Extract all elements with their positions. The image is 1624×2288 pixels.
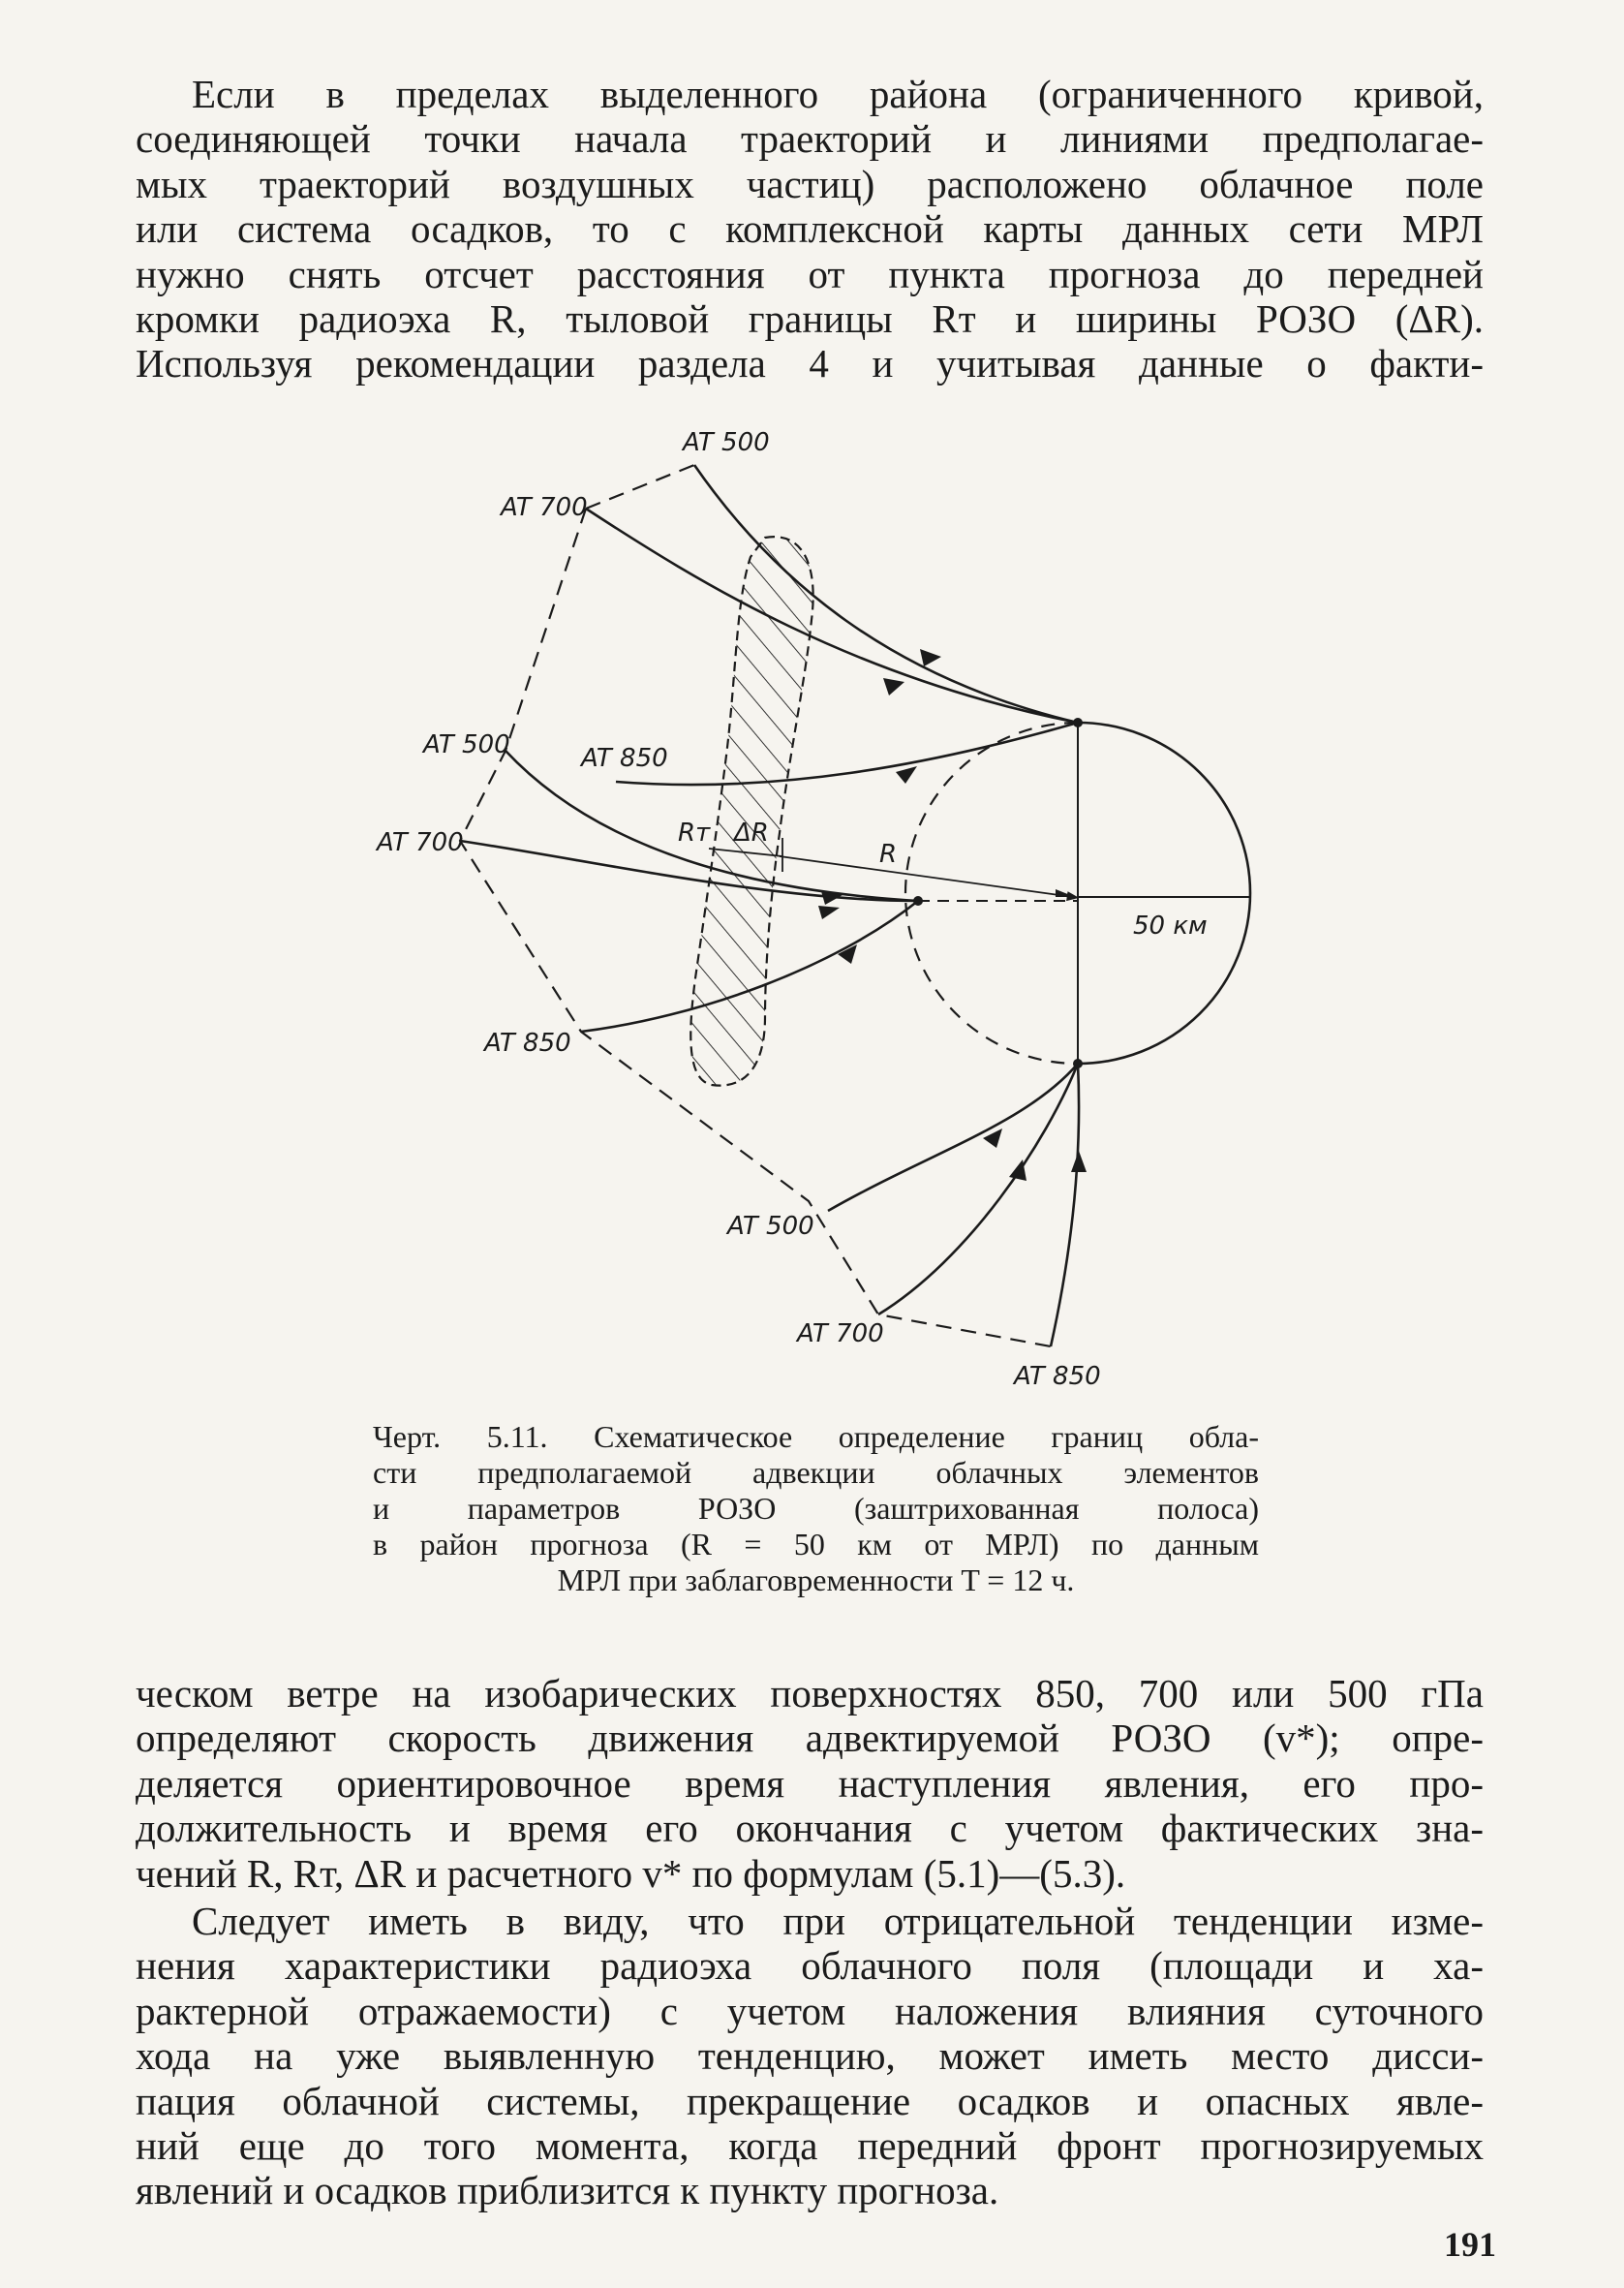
- paragraph-middle: [136, 1671, 1484, 1896]
- label-at700-bottom: AT 700: [797, 1319, 884, 1348]
- text-line: ческом ветре на изобарических поверхностях 850, 700 или 500 гПа: [136, 1671, 1484, 1716]
- label-at850-mid: AT 850: [581, 744, 668, 773]
- label-at700-top: AT 700: [501, 493, 588, 522]
- text-line: нения характеристики радиоэха облачного поля (площади и ха-: [136, 1943, 1484, 1989]
- label-at500-top: AT 500: [683, 428, 770, 457]
- forecast-circle-dashed: [905, 723, 1078, 1064]
- text-line: ний еще до того момента, когда передний фронт прогнозируемых: [136, 2123, 1484, 2169]
- label-r-t: Rт: [678, 819, 711, 848]
- trajectory-at700-top: [586, 509, 1078, 723]
- trajectory-at700-mid: [460, 841, 918, 901]
- trajectory-arrowheads: [818, 649, 1087, 1181]
- caption-line: сти предполагаемой адвекции облачных элементов: [373, 1455, 1259, 1490]
- paragraph-bottom: [136, 1899, 1484, 2213]
- text-line: нужно снять отсчет расстояния от пункта прогноза до передней: [136, 251, 1484, 296]
- trajectory-at850-bottom: [1051, 1064, 1079, 1346]
- trajectory-at700-bottom: [878, 1064, 1078, 1314]
- text-line: должительность и время его окончания с учетом фактических зна-: [136, 1806, 1484, 1851]
- text-line: чений R, Rт, ΔR и расчетного v* по формулам (5.1)—(5.3).: [136, 1850, 1126, 1896]
- text-line: мых траекторий воздушных частиц) расположено облачное поле: [136, 161, 1484, 206]
- node-bottom: [1073, 1059, 1083, 1068]
- node-left: [913, 896, 923, 906]
- text-line: определяют скорость движения адвектируемой РОЗО (v*); опре-: [136, 1716, 1484, 1761]
- caption-line: МРЛ при заблаговременности T = 12 ч.: [557, 1562, 1075, 1597]
- text-line: явлений и осадков приблизится к пункту прогноза.: [136, 2168, 999, 2213]
- text-line: Если в пределах выделенного района (ограниченного кривой,: [192, 72, 1484, 116]
- figure-caption: [373, 1419, 1259, 1598]
- text-line: Используя рекомендации раздела 4 и учитывая данные о факти-: [136, 341, 1484, 386]
- node-top: [1073, 718, 1083, 727]
- label-at700-mid: AT 700: [377, 828, 464, 857]
- caption-line: и параметров РОЗО (заштрихованная полоса): [373, 1491, 1259, 1526]
- text-line: хода на уже выявленную тенденцию, может иметь место дисси-: [136, 2033, 1484, 2079]
- label-radius-50km: 50 км: [1133, 912, 1208, 941]
- label-at850-bottom: AT 850: [1014, 1362, 1101, 1391]
- caption-line: Черт. 5.11. Схематическое определение границ обла-: [373, 1419, 1259, 1454]
- trajectory-at850-mid: [616, 723, 1078, 785]
- label-delta-r: ΔR: [734, 819, 769, 848]
- text-line: рактерной отражаемости) с учетом наложения влияния суточного: [136, 1988, 1484, 2033]
- text-line: или система осадков, то с комплексной карты данных сети МРЛ: [136, 206, 1484, 252]
- text-line: пация облачной системы, прекращение осадков и опасных явле-: [136, 2078, 1484, 2123]
- page-number: 191: [1444, 2225, 1496, 2264]
- caption-line: в район прогноза (R = 50 км от МРЛ) по данным: [373, 1527, 1259, 1561]
- text-line: кромки радиоэха R, тыловой границы Rт и ширины РОЗО (ΔR).: [136, 296, 1484, 342]
- label-at850-low: AT 850: [484, 1029, 571, 1058]
- forecast-circle-solid: [1078, 723, 1250, 1064]
- label-at500-bottom: AT 500: [727, 1212, 814, 1241]
- text-line: Следует иметь в виду, что при отрицательной тенденции изме-: [192, 1899, 1484, 1943]
- label-r: R: [879, 840, 898, 869]
- label-at500-mid: AT 500: [423, 730, 510, 759]
- text-line: соединяющей точки начала траекторий и линиями предполагае-: [136, 116, 1484, 162]
- text-line: деляется ориентировочное время наступления явления, его про-: [136, 1760, 1484, 1806]
